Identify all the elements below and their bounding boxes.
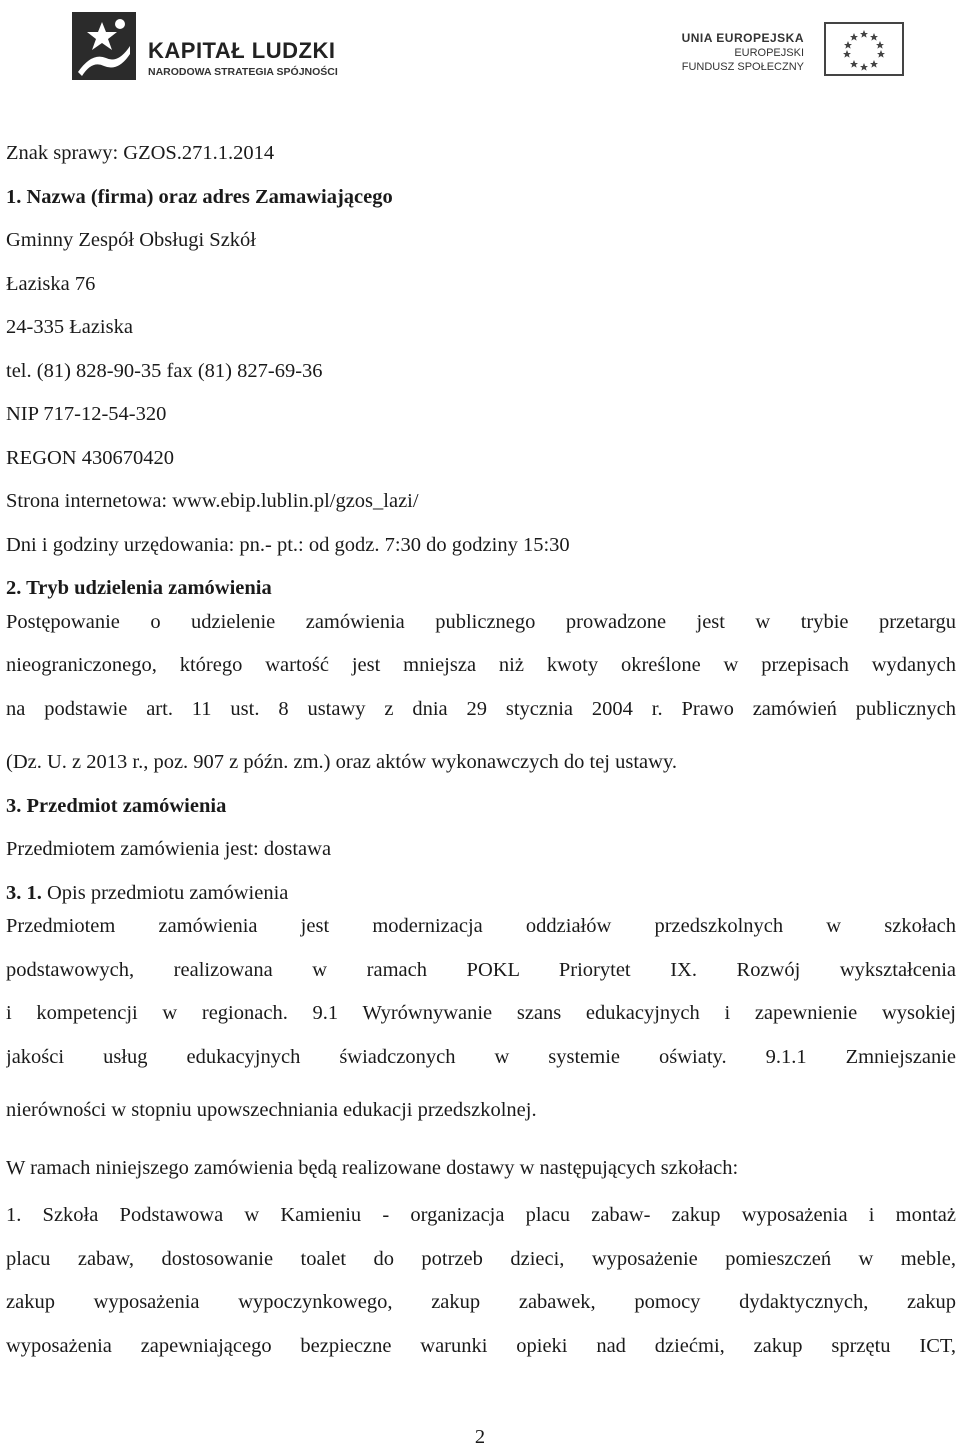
- section-3-1-heading: [6, 872, 956, 916]
- eu-logo-line2: EUROPEJSKI: [734, 47, 804, 59]
- address-line: Strona internetowa: www.ebip.lublin.pl/gzos_lazi/: [6, 490, 419, 512]
- kapital-ludzki-logo: [72, 10, 352, 82]
- section-3-1-text-line: podstawowych, realizowana w ramach POKL Priorytet IX. Rozwój wykształcenia: [6, 958, 956, 981]
- address-line: Łaziska 76: [6, 272, 96, 295]
- section-3-1-title: Opis przedmiotu zamówienia: [41, 881, 289, 904]
- kapital-ludzki-title: KAPITAŁ LUDZKI: [148, 38, 336, 63]
- kapital-ludzki-subtitle: NARODOWA STRATEGIA SPÓJNOŚCI: [148, 66, 338, 78]
- page-number: 2: [474, 1426, 486, 1448]
- section-3-1-text-line: Przedmiotem zamówienia jest modernizacja oddziałów przedszkolnych w szkołach: [6, 915, 956, 937]
- section-3-text: Przedmiotem zamówienia jest: dostawa: [6, 838, 332, 860]
- eu-logo: [672, 22, 904, 82]
- address-line: REGON 430670420: [6, 446, 174, 469]
- section-3-1-text-line: i kompetencji w regionach. 9.1 Wyrównywanie szans edukacyjnych i zapewnienie wysokiej: [6, 1002, 956, 1024]
- section-2-text-line: (Dz. U. z 2013 r., poz. 907 z późn. zm.) oraz aktów wykonawczych do tej ustawy.: [6, 751, 677, 773]
- address-line: Dni i godziny urzędowania: pn.- pt.: od godz. 7:30 do godziny 15:30: [6, 533, 570, 556]
- section-3-1-number: 3. 1.: [6, 881, 42, 904]
- section-3-1-text-line: jakości usług edukacyjnych świadczonych w systemie oświaty. 9.1.1 Zmniejszanie: [6, 1045, 956, 1068]
- school-1-text-line: zakup wyposażenia wypoczynkowego, zakup zabawek, pomocy dydaktycznych, zakup: [6, 1291, 956, 1313]
- section-3-heading: 3. Przedmiot zamówienia: [6, 794, 227, 817]
- address-line: Gminny Zespół Obsługi Szkół: [6, 229, 256, 251]
- school-1-text-line: placu zabaw, dostosowanie toalet do potrzeb dzieci, wyposażenie pomieszczeń w meble,: [6, 1247, 956, 1270]
- section-1-heading: 1. Nazwa (firma) oraz adres Zamawiającego: [6, 185, 393, 208]
- eu-logo-text: [682, 30, 804, 74]
- eu-flag-icon: [824, 22, 904, 76]
- schools-intro: W ramach niniejszego zamówienia będą realizowane dostawy w następujących szkołach:: [6, 1156, 739, 1179]
- eu-logo-line3: FUNDUSZ SPOŁECZNY: [681, 61, 804, 73]
- section-2-text-line: Postępowanie o udzielenie zamówienia publicznego prowadzone jest w trybie przetargu: [6, 610, 956, 633]
- address-line: tel. (81) 828-90-35 fax (81) 827-69-36: [6, 359, 323, 382]
- section-2-text-line: na podstawie art. 11 ust. 8 ustawy z dnia 29 stycznia 2004 r. Prawo zamówień publicznych: [6, 697, 956, 720]
- eu-logo-line1: UNIA EUROPEJSKA: [681, 31, 804, 45]
- school-1-text-line: wyposażenia zapewniającego bezpieczne warunki opieki nad dziećmi, zakup sprzętu ICT,: [6, 1334, 956, 1357]
- address-line: NIP 717-12-54-320: [6, 403, 167, 425]
- page-header: [0, 0, 960, 100]
- section-2-heading: 2. Tryb udzielenia zamówienia: [6, 577, 272, 599]
- section-3-1-text-line: nierówności w stopniu upowszechniania edukacji przedszkolnej.: [6, 1099, 537, 1121]
- section-2-text-line: nieograniczonego, którego wartość jest mniejsza niż kwoty określone w przepisach wydanych: [6, 654, 956, 676]
- kapital-ludzki-emblem-icon: [72, 12, 136, 80]
- document-body: [6, 132, 956, 1378]
- school-1-text-line: 1. Szkoła Podstawowa w Kamieniu - organizacja placu zabaw- zakup wyposażenia i montaż: [6, 1204, 956, 1226]
- address-line: 24-335 Łaziska: [6, 316, 133, 338]
- case-number: Znak sprawy: GZOS.271.1.2014: [6, 142, 275, 164]
